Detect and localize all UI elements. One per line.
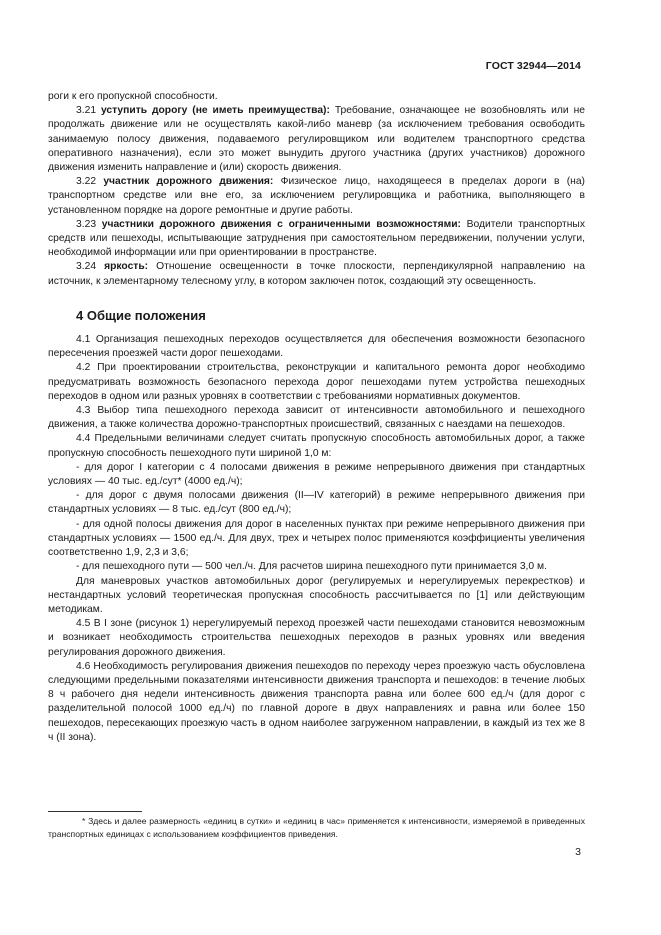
page-number: 3 [575, 846, 581, 858]
term-definition: Отношение освещенности в точке плоскости, перпендикулярной направлению на источник, к элементарному телесному углу, в котором заключен поток, создающий эту освещенность. [48, 261, 585, 287]
list-item: - для дорог I категории с 4 полосами движения в режиме непрерывного движения при стандартных условиях — 40 тыс. ед./сут* (4000 ед./ч); [48, 461, 585, 488]
term-3-24 [48, 260, 585, 288]
paragraph-4-5: 4.5 В I зоне (рисунок 1) нерегулируемый переход проезжей части пешеходами становится невозможным и возникает необходимость строительства пешеходных переходов в разных уровнях или введения регулирования дорожного движения. [48, 618, 585, 658]
footnote-divider [48, 811, 142, 812]
page-body [48, 90, 585, 745]
section-heading: 4 Общие положения [76, 307, 206, 323]
paragraph-continuation: роги к его пропускной способности. [48, 91, 218, 102]
term-number: 3.24 [76, 261, 97, 273]
term-name: участник дорожного движения: [103, 176, 274, 188]
term-name: участники дорожного движения с ограниченными возможностями: [101, 218, 461, 230]
list-item: - для пешеходного пути — 500 чел./ч. Для расчетов ширина пешеходного пути принимается 3,0 м. [76, 561, 547, 573]
paragraph-4-2: 4.2 При проектировании строительства, реконструкции и капитального ремонта дорог необходимо предусматривать возможность безопасного перехода дорог пешеходами путем устройства пешеходных переходов в одном или разных уровнях в соответствии с требованиями нормативных документов. [48, 362, 585, 402]
footnote-text: * Здесь и далее размерность «единиц в сутки» и «единиц в час» применяется к интенсивности, измеряемой в приведенных транспортных единицах с использованием коэффициентов приведения. [48, 816, 585, 839]
footnote [48, 815, 585, 841]
term-3-23 [48, 218, 585, 261]
paragraph-4-3: 4.3 Выбор типа пешеходного перехода зависит от интенсивности автомобильного и пешеходного движения, а также количества дорожно-транспортных происшествий, связанных с наездами на пешеходов. [48, 405, 585, 431]
term-name: яркость: [104, 261, 149, 273]
term-number: 3.22 [76, 176, 97, 188]
term-3-21 [48, 104, 585, 175]
term-definition: Физическое лицо, находящееся в пределах дороги в (на) транспортном средстве или вне его, за исключением регулировщика и работника, выполняющего в установленном порядке на дороге ремонтные и другие работы. [48, 176, 585, 216]
term-definition: Водители транспортных средств или пешеходы, испытывающие затруднения при самостоятельном передвижении, получении услуги, необходимой информации или при ориентировании в пространстве. [48, 218, 585, 259]
list-item: - для дорог с двумя полосами движения (II—IV категорий) в режиме непрерывного движения при стандартных условиях — 8 тыс. ед./сут (800 ед./ч); [48, 490, 585, 516]
term-3-22 [48, 175, 585, 218]
paragraph-4-4-continued: Для маневровых участков автомобильных дорог (регулируемых и нерегулируемых перекрестков) и нестандартных условий теоретическая пропускная способность рассчитывается по [1] или действующим методикам. [48, 575, 585, 615]
paragraph-4-6: 4.6 Необходимость регулирования движения пешеходов по переходу через проезжую часть обусловлена следующими предельными показателями интенсивности движения транспорта и пешеходов: в течение любых 8 ч рабочего дня недели интенсивность движения транспорта равна или более 600 ед./ч (для дорог с разделительной полосой 1000 ед./ч) по главной дороге в двух направлениях и равна или более 150 пешеходов, пересекающих проезжую часть в одном наиболее загруженном направлении, в каждый из тех же 8 ч (II зона). [48, 660, 585, 743]
document-id: ГОСТ 32944—2014 [485, 60, 581, 72]
paragraph-4-1: 4.1 Организация пешеходных переходов осуществляется для обеспечения возможности безопасного пересечения проезжей части дорог пешеходами. [48, 334, 585, 360]
list-item: - для одной полосы движения для дорог в населенных пунктах при режиме непрерывного движения при стандартных условиях — 1500 ед./ч. Для двух, трех и четырех полос применяются коэффициенты увеличения соответственно 1,9, 2,3 и 3,6; [48, 518, 585, 559]
term-definition: Требование, означающее не возобновлять или не продолжать движение или не осуществлять какой-либо маневр (за исключением требования освободить занимаемую полосу движения, подаваемого регулировщиком или водителем транспортного средства оперативного назначения), если это может вынудить другого участника (других участников) дорожного движения изменить направление и (или) скорость движения. [48, 105, 585, 174]
paragraph-4-4: 4.4 Предельными величинами следует считать пропускную способность автомобильных дорог, а также пропускную способность пешеходного пути шириной 1,0 м: [48, 433, 585, 459]
term-name: уступить дорогу (не иметь преимущества): [100, 105, 330, 117]
term-number: 3.23 [76, 218, 97, 230]
term-number: 3.21 [76, 105, 97, 117]
